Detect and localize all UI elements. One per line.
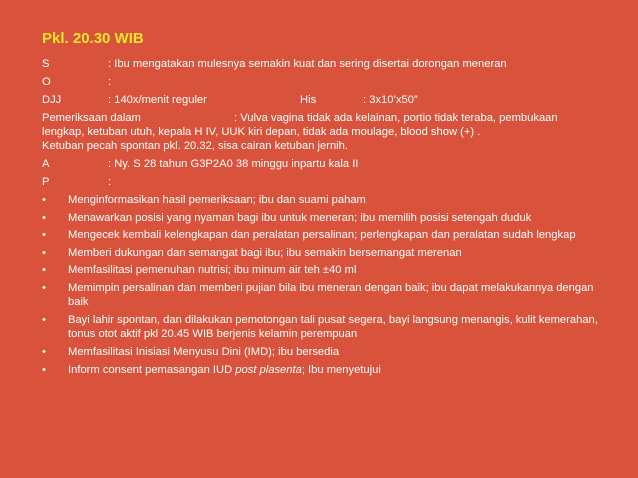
bullet-icon: • — [42, 264, 46, 277]
assessment-value: : Ny. S 28 tahun G3P2A0 38 minggu inpartu kala II — [108, 158, 359, 170]
plan-label: P — [42, 176, 50, 188]
subjective-value: : Ibu mengatakan mulesnya semakin kuat dan sering disertai dorongan meneran — [108, 58, 507, 70]
plan-item: • Menginformasikan hasil pemeriksaan; ibu dan suami paham — [42, 194, 366, 206]
djj-value: : 140x/menit reguler — [108, 94, 207, 106]
plan-item: • Inform consent pemasangan IUD post plasenta; Ibu menyetujui — [42, 363, 381, 376]
pemeriksaan-line2: lengkap, ketuban utuh, kepala H IV, UUK kiri depan, tidak ada moulage, blood show (+) . — [42, 126, 481, 139]
his-label: His — [300, 94, 317, 106]
plan-list — [42, 193, 602, 380]
bullet-icon: • — [42, 363, 46, 376]
bullet-icon: • — [42, 313, 46, 326]
plan-item: • Bayi lahir spontan, dan dilakukan pemotongan tali pusat segera, bayi langsung menangis, kulit kemerahan, tonus otot aktif pkl 20.45 WIB berjenis kelamin perempuan — [42, 313, 598, 341]
slide-title: Pkl. 20.30 WIB — [42, 30, 144, 47]
plan-item: • Memberi dukungan dan semangat bagi ibu; ibu semakin bersemangat merenan — [42, 246, 462, 259]
his-value: : 3x10’x50” — [363, 94, 418, 106]
bullet-icon: • — [42, 211, 46, 224]
djj-label: DJJ — [42, 94, 62, 106]
plan-item: • Memfasilitasi pemenuhan nutrisi; ibu minum air teh ±40 ml — [42, 264, 357, 277]
plan-item: • Memfasilitasi Inisiasi Menyusu Dini (IMD); ibu bersedia — [42, 345, 340, 358]
plan-item: • Memimpin persalinan dan memberi pujian bila ibu meneran dengan baik; ibu dapat melakukannya dengan baik — [42, 281, 594, 309]
plan-colon: : — [108, 176, 112, 188]
bullet-icon: • — [42, 345, 46, 358]
bullet-icon: • — [42, 229, 46, 242]
bullet-icon: • — [42, 246, 46, 259]
pemeriksaan-line3: Ketuban pecah spontan pkl. 20.32, sisa cairan ketuban jernih. — [42, 140, 349, 153]
plan-item: • Menawarkan posisi yang nyaman bagi ibu untuk meneran; ibu memilih posisi setengah duduk — [42, 211, 532, 224]
subjective-label: S — [42, 58, 50, 70]
plan-item: • Mengecek kembali kelengkapan dan peralatan persalinan; perlengkapan dan peralatan sudah lengkap — [42, 229, 576, 242]
objective-label: O — [42, 76, 51, 88]
pemeriksaan-line1: : Vulva vagina tidak ada kelainan, portio tidak teraba, pembukaan — [234, 112, 558, 124]
objective-value: : — [108, 76, 112, 88]
pemeriksaan-dalam — [42, 111, 602, 154]
pemeriksaan-label: Pemeriksaan dalam — [42, 112, 141, 124]
bullet-icon: • — [42, 281, 46, 294]
assessment-label: A — [42, 158, 50, 170]
bullet-icon: • — [42, 194, 46, 206]
